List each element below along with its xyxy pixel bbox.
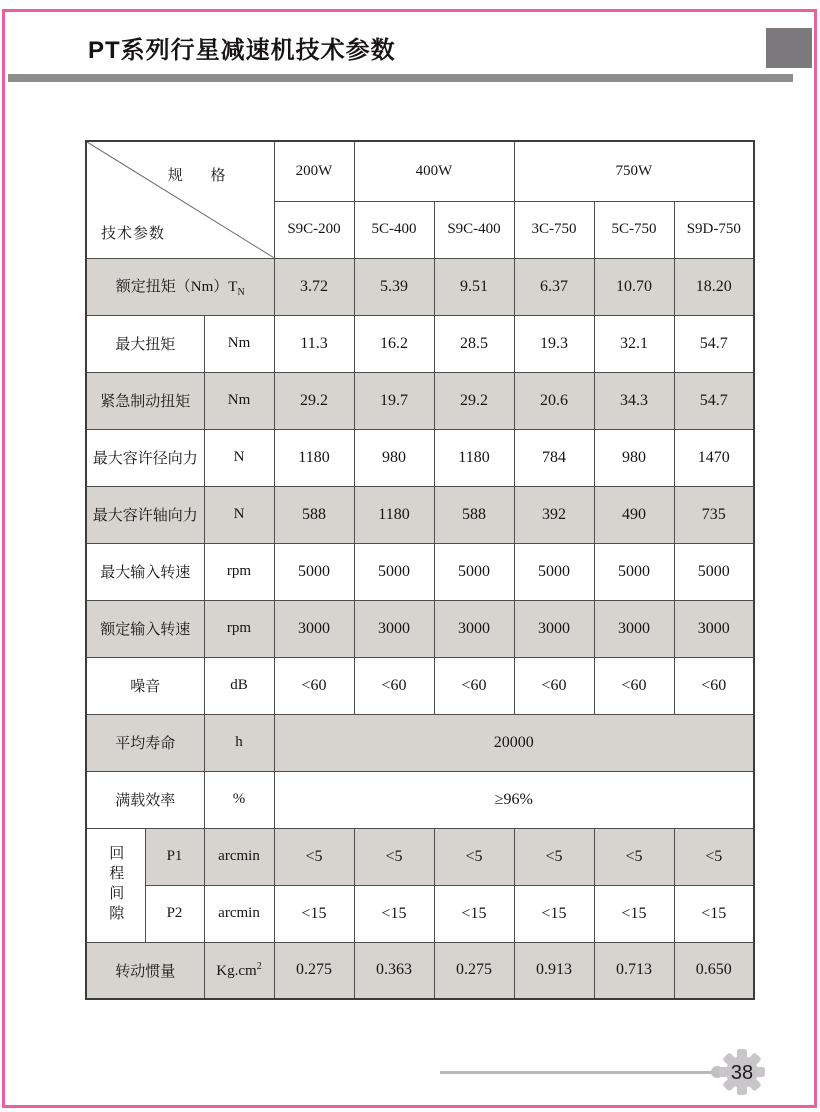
value-cell: 1180 [434, 429, 514, 486]
value-cell: 588 [434, 486, 514, 543]
value-cell: 0.650 [674, 942, 754, 999]
value-cell: 0.713 [594, 942, 674, 999]
value-cell: <5 [354, 828, 434, 885]
unit-superscript: 2 [256, 960, 262, 972]
value-cell: <5 [674, 828, 754, 885]
value-cell: 6.37 [514, 258, 594, 315]
model-header: S9C-400 [434, 201, 514, 258]
value-cell: <15 [514, 885, 594, 942]
table-row [86, 600, 754, 657]
value-cell: 9.51 [434, 258, 514, 315]
table-row [86, 714, 754, 771]
row-label: 平均寿命 [86, 714, 204, 771]
table-row [86, 258, 754, 315]
model-header: 3C-750 [514, 201, 594, 258]
value-cell: 3000 [594, 600, 674, 657]
value-cell: 735 [674, 486, 754, 543]
value-cell: 3000 [434, 600, 514, 657]
value-cell: 1180 [354, 486, 434, 543]
value-cell: 1470 [674, 429, 754, 486]
value-cell: 3.72 [274, 258, 354, 315]
value-cell: <60 [434, 657, 514, 714]
row-label: 最大输入转速 [86, 543, 204, 600]
value-cell: 29.2 [274, 372, 354, 429]
table-corner-cell [86, 141, 274, 258]
row-unit: Nm [204, 372, 274, 429]
row-unit: % [204, 771, 274, 828]
row-label: 噪音 [86, 657, 204, 714]
row-label: 额定输入转速 [86, 600, 204, 657]
value-cell: <60 [514, 657, 594, 714]
value-cell: 28.5 [434, 315, 514, 372]
value-cell: 1180 [274, 429, 354, 486]
value-cell: 5000 [594, 543, 674, 600]
row-unit: Nm [204, 315, 274, 372]
merged-value-cell: 20000 [274, 714, 754, 771]
value-cell: 3000 [274, 600, 354, 657]
row-label: 紧急制动扭矩 [86, 372, 204, 429]
value-cell: 0.275 [434, 942, 514, 999]
row-unit: rpm [204, 543, 274, 600]
row-unit: h [204, 714, 274, 771]
corner-param-label: 技术参数 [101, 225, 166, 242]
value-cell: 10.70 [594, 258, 674, 315]
backlash-group-label: 回程间隙 [86, 828, 145, 942]
value-cell: <60 [674, 657, 754, 714]
value-cell: 54.7 [674, 315, 754, 372]
value-cell: <15 [354, 885, 434, 942]
value-cell: <60 [354, 657, 434, 714]
value-cell: 18.20 [674, 258, 754, 315]
page-title: PT系列行星减速机技术参数 [88, 37, 396, 64]
row-unit: dB [204, 657, 274, 714]
value-cell: <60 [594, 657, 674, 714]
power-group-header: 200W [274, 141, 354, 201]
value-cell: 5000 [514, 543, 594, 600]
row-label: 满载效率 [86, 771, 204, 828]
value-cell: 392 [514, 486, 594, 543]
row-label: P1 [145, 828, 204, 885]
model-header: S9C-200 [274, 201, 354, 258]
header-divider-bar [8, 74, 793, 82]
merged-value-cell: ≥96% [274, 771, 754, 828]
value-cell: 980 [594, 429, 674, 486]
table-row [86, 771, 754, 828]
table-row [86, 372, 754, 429]
row-unit: rpm [204, 600, 274, 657]
value-cell: 11.3 [274, 315, 354, 372]
value-cell: 980 [354, 429, 434, 486]
model-header: 5C-750 [594, 201, 674, 258]
row-label: 转动惯量 [86, 942, 204, 999]
value-cell: <5 [514, 828, 594, 885]
row-label: 最大容许径向力 [86, 429, 204, 486]
table-row [86, 942, 754, 999]
table-row [86, 429, 754, 486]
value-cell: <5 [594, 828, 674, 885]
value-cell: 784 [514, 429, 594, 486]
row-unit: $Kg.cm^2$ [204, 942, 274, 999]
value-cell: 0.275 [274, 942, 354, 999]
spec-table [85, 140, 755, 1000]
value-cell: 3000 [514, 600, 594, 657]
row-unit: N [204, 429, 274, 486]
value-cell: 490 [594, 486, 674, 543]
value-cell: <15 [434, 885, 514, 942]
footer-rule-line [440, 1071, 716, 1074]
value-cell: 5000 [354, 543, 434, 600]
value-cell: 19.7 [354, 372, 434, 429]
value-cell: 3000 [354, 600, 434, 657]
value-cell: <5 [274, 828, 354, 885]
value-cell: <60 [274, 657, 354, 714]
header-accent-square [766, 28, 812, 68]
value-cell: 0.363 [354, 942, 434, 999]
label-subscript: N [237, 287, 245, 298]
row-label: 额定扭矩$(Nm)T_N$ [86, 258, 274, 315]
model-header: 5C-400 [354, 201, 434, 258]
page-number: 38 [730, 1062, 754, 1084]
value-cell: 32.1 [594, 315, 674, 372]
table-row [86, 315, 754, 372]
value-cell: 5000 [434, 543, 514, 600]
table-row [86, 828, 754, 885]
value-cell: <5 [434, 828, 514, 885]
row-unit: N [204, 486, 274, 543]
row-unit: arcmin [204, 828, 274, 885]
table-row [86, 885, 754, 942]
value-cell: <15 [674, 885, 754, 942]
corner-spec-label: 规 格 [167, 168, 238, 184]
value-cell: 29.2 [434, 372, 514, 429]
power-group-header: 750W [514, 141, 754, 201]
table-row [86, 486, 754, 543]
row-label: P2 [145, 885, 204, 942]
value-cell: 0.913 [514, 942, 594, 999]
value-cell: 19.3 [514, 315, 594, 372]
value-cell: 3000 [674, 600, 754, 657]
value-cell: <15 [594, 885, 674, 942]
value-cell: 5000 [274, 543, 354, 600]
row-unit: arcmin [204, 885, 274, 942]
value-cell: 5000 [674, 543, 754, 600]
row-label: 最大扭矩 [86, 315, 204, 372]
value-cell: 16.2 [354, 315, 434, 372]
value-cell: 588 [274, 486, 354, 543]
model-header: S9D-750 [674, 201, 754, 258]
value-cell: 34.3 [594, 372, 674, 429]
gear-page-badge [718, 1048, 766, 1096]
value-cell: 5.39 [354, 258, 434, 315]
value-cell: 54.7 [674, 372, 754, 429]
power-group-header: 400W [354, 141, 514, 201]
table-row [86, 657, 754, 714]
value-cell: 20.6 [514, 372, 594, 429]
table-row [86, 543, 754, 600]
value-cell: <15 [274, 885, 354, 942]
row-label: 最大容许轴向力 [86, 486, 204, 543]
